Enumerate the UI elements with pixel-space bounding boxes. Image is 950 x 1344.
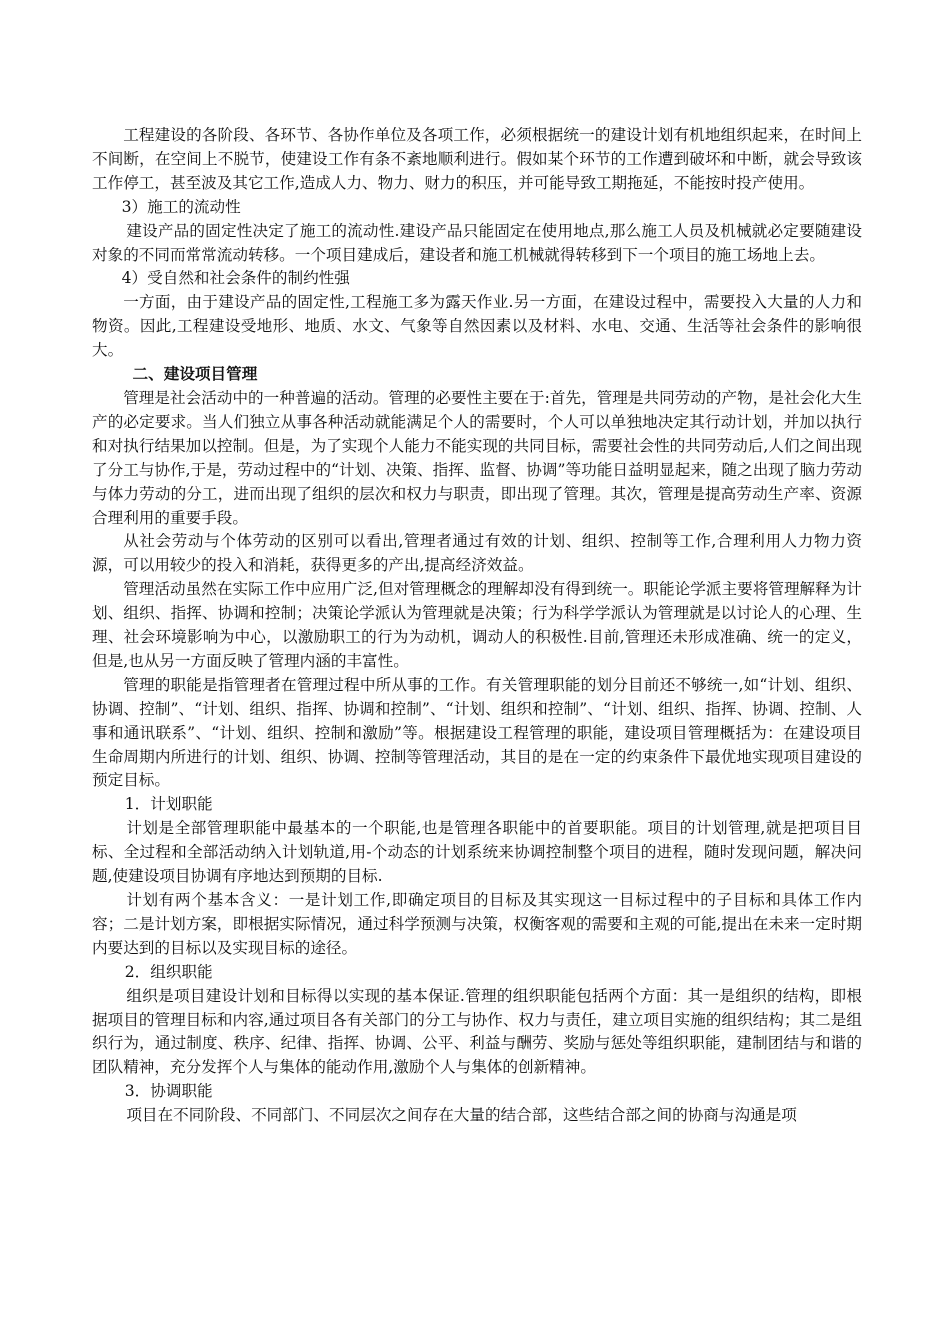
paragraph: 一方面，由于建设产品的固定性,工程施工多为露天作业.另一方面，在建设过程中，需要投入大量的人力和物资。因此,工程建设受地形、地质、水文、气象等自然因素以及材料、水电、交通、生活等社会条件的影响很大。 [92,293,862,360]
paragraph: 管理的职能是指管理者在管理过程中所从事的工作。有关管理职能的划分目前还不够统一,如“计划、组织、协调、控制”、“计划、组织、指挥、协调和控制”、“计划、组织和控制”、“计划、组织、指挥、协调、控制、人事和通讯联系”、“计划、组织、控制和激励”等。根据建设工程管理的职能，建设项目管理概括为：在建设项目生命周期内所进行的计划、组织、协调、控制等管理活动，其目的是在一定的约束条件下最优地实现项目建设的预定目标。 [92,675,862,790]
subheading: 4）受自然和社会条件的制约性强 [121,269,350,288]
paragraph: 计划有两个基本含义：一是计划工作,即确定项目的目标及其实现这一目标过程中的子目标和具体工作内容；二是计划方案，即根据实际情况，通过科学预测与决策，权衡客观的需要和主观的可能,提出在未来一定时期内要达到的目标以及实现目标的途径。 [92,891,862,957]
paragraph: 工程建设的各阶段、各环节、各协作单位及各项工作，必须根据统一的建设计划有机地组织起来，在时间上不间断，在空间上不脱节，使建设工作有条不紊地顺利进行。假如某个环节的工作遭到破坏和中断，就会导致该工作停工，甚至波及其它工作,造成人力、物力、财力的积压，并可能导致工期拖延，不能按时投产使用。 [92,126,862,192]
paragraph: 管理是社会活动中的一种普遍的活动。管理的必要性主要在于:首先，管理是共同劳动的产物，是社会化大生产的必定要求。当人们独立从事各种活动就能满足个人的需要时，个人可以单独地决定其行动计划，并加以执行和对执行结果加以控制。但是，为了实现个人能力不能实现的共同目标，需要社会性的共同劳动后,人们之间出现了分工与协作,于是，劳动过程中的“计划、决策、指挥、监督、协调”等功能日益明显起来，随之出现了脑力劳动与体力劳动的分工，进而出现了组织的层次和权力与职责，即出现了管理。其次，管理是提高劳动生产率、资源合理利用的重要手段。 [92,388,862,527]
paragraph: 从社会劳动与个体劳动的区别可以看出,管理者通过有效的计划、组织、控制等工作,合理利用人力物力资源，可以用较少的投入和消耗，获得更多的产出,提高经济效益。 [92,532,862,575]
paragraph: 建设产品的固定性决定了施工的流动性.建设产品只能固定在使用地点,那么施工人员及机械就必定要随建设对象的不同而常常流动转移。一个项目建成后，建设者和施工机械就得转移到下一个项目的施工场地上去。 [92,221,862,264]
paragraph: 计划是全部管理职能中最基本的一个职能,也是管理各职能中的首要职能。项目的计划管理,就是把项目目标、全过程和全部活动纳入计划轨道,用-个动态的计划系统来协调控制整个项目的进程，随时发现问题，解决问题,使建设项目协调有序地达到预期的目标. [92,819,862,886]
numbered-heading: 1．计划职能 [124,795,213,814]
paragraph: 组织是项目建设计划和目标得以实现的基本保证.管理的组织职能包括两个方面：其一是组织的结构，即根据项目的管理目标和内容,通过项目各有关部门的分工与协作、权力与责任，建立项目实施的组织结构；其二是组织行为，通过制度、秩序、纪律、指挥、协调、公平、利益与酬劳、奖励与惩处等组织职能，建制团结与和谐的团队精神，充分发挥个人与集体的能动作用,激励个人与集体的创新精神。 [92,986,862,1077]
numbered-heading: 3．协调职能 [124,1082,213,1101]
paragraph: 项目在不同阶段、不同部门、不同层次之间存在大量的结合部，这些结合部之间的协商与沟通是项 [126,1106,797,1125]
section-heading: 二、建设项目管理 [132,365,258,384]
numbered-heading: 2．组织职能 [124,962,213,981]
paragraph: 管理活动虽然在实际工作中应用广泛,但对管理概念的理解却没有得到统一。职能论学派主要将管理解释为计划、组织、指挥、协调和控制；决策论学派认为管理就是决策；行为科学学派认为管理就是以讨论人的心理、生理、社会环境影响为中心，以激励职工的行为为动机，调动人的积极性.目前,管理还未形成准确、统一的定义，但是,也从另一方面反映了管理内涵的丰富性。 [92,580,862,670]
subheading: 3）施工的流动性 [121,197,241,216]
